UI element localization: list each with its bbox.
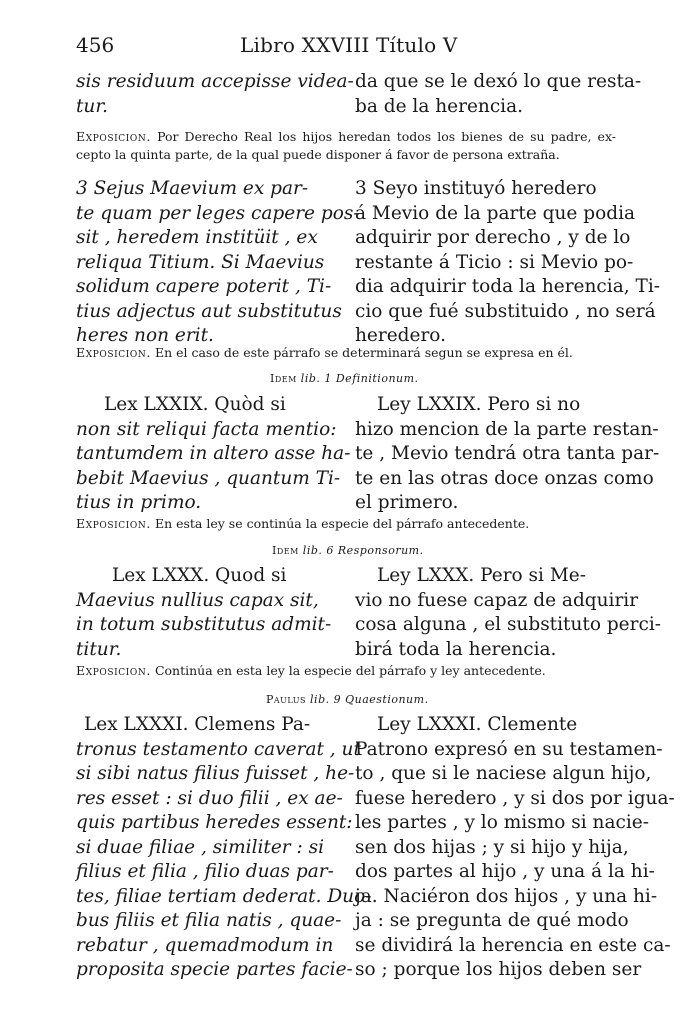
latin-line: in totum substitutus admit- <box>76 614 332 635</box>
latin-line: Maevius nullius capax sit, <box>76 589 319 611</box>
spanish-line: dos partes al hijo , y una á la hi- <box>355 861 655 882</box>
spanish-line: sen dos hijas ; y si hijo y hija, <box>355 836 629 858</box>
latin-line: titur. <box>76 638 122 660</box>
exposicion-label: Exposicion. <box>76 345 151 360</box>
latin-line: Lex LXXIX. Quòd si <box>104 394 286 415</box>
latin-line: heres non erit. <box>76 325 214 346</box>
latin-column-top <box>76 70 354 119</box>
source-citation <box>272 544 424 557</box>
latin-line: tur. <box>76 95 109 117</box>
latin-line: tronus testamento caverat , ut <box>76 738 361 760</box>
spanish-line: Ley LXXXI. Clemente <box>377 714 578 735</box>
latin-line: tantumdem in altero asse ha- <box>76 443 351 464</box>
latin-line: tes, filiae tertiam dederat. Duo- <box>76 885 372 907</box>
exposicion-label: Exposicion. <box>76 516 151 531</box>
latin-line: tius in primo. <box>76 492 202 513</box>
exposicion-note <box>76 344 616 362</box>
latin-line: proposita specie partes facie- <box>76 959 353 980</box>
spanish-line: ba de la herencia. <box>355 95 524 117</box>
latin-line: sit , heredem institüit , ex <box>76 227 318 248</box>
spanish-lex-81 <box>355 713 675 983</box>
page-header <box>76 33 616 61</box>
spanish-line: so ; porque los hijos deben ser <box>355 959 642 980</box>
latin-line: Lex LXXX. Quod si <box>112 565 287 586</box>
exposicion-label: Exposicion. <box>76 129 151 144</box>
latin-lex-81 <box>76 713 372 983</box>
latin-line: filius et filia , filio duas par- <box>76 861 334 882</box>
spanish-line: el primero. <box>355 492 459 513</box>
spanish-line: cosa alguna , el substituto perci- <box>355 614 661 635</box>
spanish-line: te , Mevio tendrá otra tanta par- <box>355 443 660 464</box>
exposicion-label: Exposicion. <box>76 663 151 678</box>
spanish-line: te en las otras doce onzas como <box>355 467 654 489</box>
spanish-lex-80 <box>355 564 661 662</box>
spanish-line: adquirir por derecho , y de lo <box>355 227 631 248</box>
source-citation <box>266 693 429 706</box>
latin-line: solidum capere poterit , Ti- <box>76 276 332 297</box>
latin-lex-79 <box>76 393 351 516</box>
citation-author: Idem <box>270 372 297 385</box>
spanish-line: hizo mencion de la parte restan- <box>355 418 659 440</box>
latin-line: tius adjectus aut substitutus <box>76 300 342 322</box>
source-citation <box>270 372 419 385</box>
spanish-line: birá toda la herencia. <box>355 638 557 660</box>
citation-author: Paulus <box>266 693 307 706</box>
spanish-line: Patrono expresó en su testamen- <box>355 738 663 760</box>
spanish-line: vio no fuese capaz de adquirir <box>355 589 639 611</box>
spanish-line: heredero. <box>355 325 446 346</box>
latin-line: reliqua Titium. Si Maevius <box>76 251 325 273</box>
exposicion-text: En esta ley se continúa la especie del párrafo antecedente. <box>154 516 530 531</box>
exposicion-text: En el caso de este párrafo se determinará segun se expresa en él. <box>154 345 573 360</box>
spanish-line: restante á Ticio : si Mevio po- <box>355 251 634 273</box>
latin-line: res esset : si duo filii , ex ae- <box>76 787 343 809</box>
spanish-line: cio que fué substituido , no será <box>355 300 656 322</box>
spanish-line: da que se le dexó lo que resta- <box>355 71 642 92</box>
latin-lex-80 <box>76 564 338 662</box>
latin-line: 3 Sejus Maevium ex par- <box>76 178 309 199</box>
exposicion-text: Por Derecho Real los hijos heredan todos los bienes de su padre, ex-cepto la quinta parte, de la qual puede disponer á favor de persona extraña. <box>76 129 616 162</box>
exposicion-note <box>76 128 616 164</box>
latin-line: si duae filiae , similiter : si <box>76 836 325 858</box>
latin-line: rebatur , quemadmodum in <box>76 934 334 956</box>
spanish-line: se dividirá la herencia en este ca- <box>355 934 671 956</box>
exposicion-note <box>76 662 616 680</box>
spanish-line: to , que si le naciese algun hijo, <box>355 763 652 784</box>
latin-line: bus filiis et filia natis , quae- <box>76 910 342 931</box>
latin-line: te quam per leges capere pos- <box>76 202 360 224</box>
latin-line: si sibi natus filius fuisset , he- <box>76 763 355 784</box>
spanish-line: fuese heredero , y si dos por igua- <box>355 787 675 809</box>
spanish-line: ja. Naciéron dos hijos , y una hi- <box>355 885 658 907</box>
latin-line: non sit reliqui facta mentio: <box>76 418 337 440</box>
exposicion-note <box>76 515 616 533</box>
citation-ref: lib. 6 Responsorum. <box>302 544 424 557</box>
latin-line: sis residuum accepisse videa- <box>76 71 354 92</box>
latin-line: Lex LXXXI. Clemens Pa- <box>84 714 311 735</box>
running-head: Libro XXVIII Título V <box>240 33 458 57</box>
spanish-column-top <box>355 70 642 119</box>
spanish-line: Ley LXXX. Pero si Me- <box>377 565 586 586</box>
latin-line: bebit Maevius , quantum Ti- <box>76 467 341 489</box>
latin-section-3 <box>76 177 360 349</box>
citation-author: Idem <box>272 544 299 557</box>
spanish-line: 3 Seyo instituyó heredero <box>355 178 597 199</box>
spanish-line: les partes , y lo mismo si nacie- <box>355 812 649 833</box>
citation-ref: lib. 9 Quaestionum. <box>310 693 429 706</box>
exposicion-text: Continúa en esta ley la especie del párrafo y ley antecedente. <box>154 663 546 678</box>
latin-line: quis partibus heredes essent: <box>76 812 353 833</box>
spanish-line: ja : se pregunta de qué modo <box>355 910 629 931</box>
spanish-line: á Mevio de la parte que podia <box>355 202 636 224</box>
spanish-section-3 <box>355 177 660 349</box>
spanish-line: Ley LXXIX. Pero si no <box>377 394 581 415</box>
page-number: 456 <box>76 33 115 57</box>
spanish-line: dia adquirir toda la herencia, Ti- <box>355 276 660 297</box>
citation-ref: lib. 1 Definitionum. <box>300 372 419 385</box>
spanish-lex-79 <box>355 393 660 516</box>
